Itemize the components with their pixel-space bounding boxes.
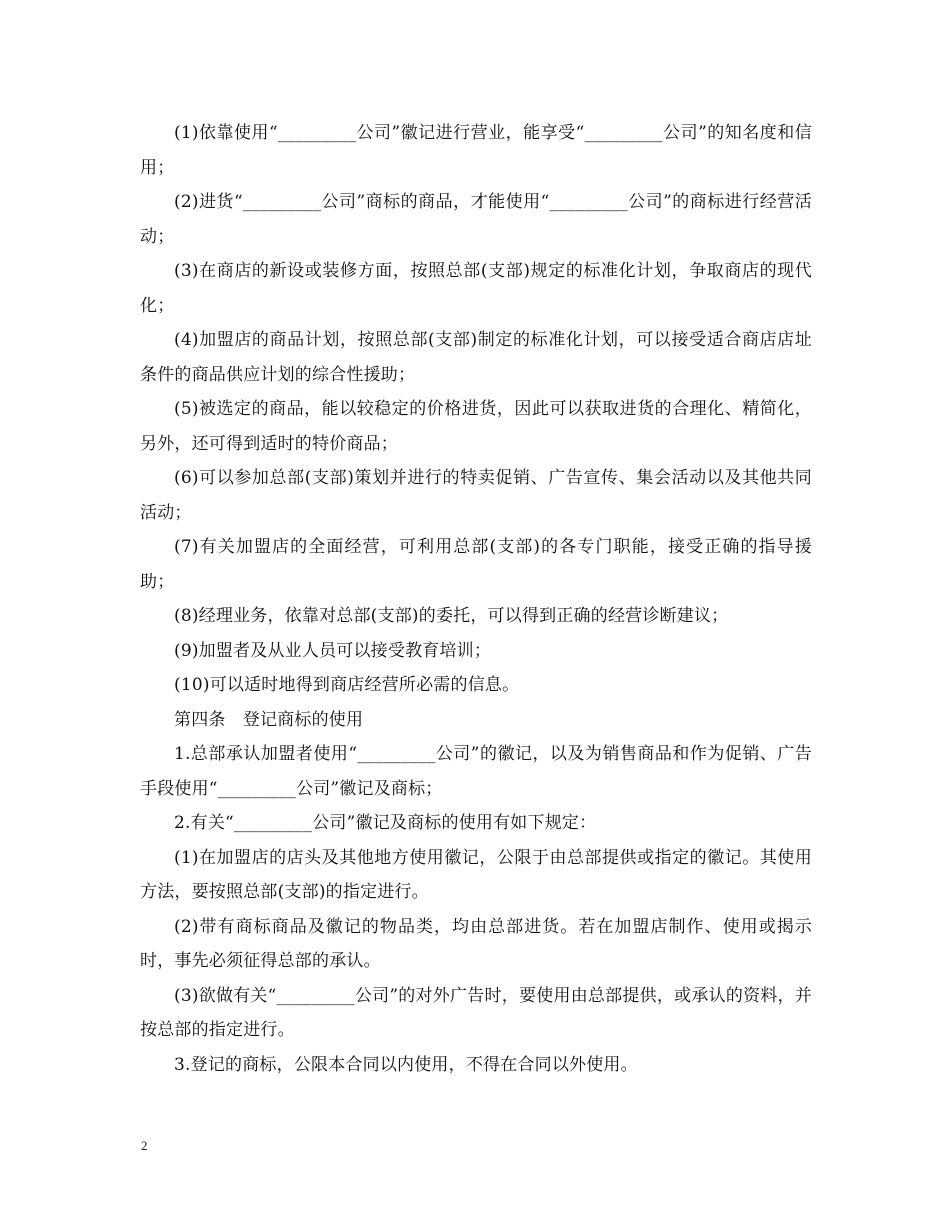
paragraph-clause-2-item-2: (2)带有商标商品及徽记的物品类，均由总部进货。若在加盟店制作、使用或揭示时，事先必须征得总部的承认。 (140, 916, 812, 971)
paragraph-benefit-5: (5)被选定的商品，能以较稳定的价格进货，因此可以获取进货的合理化、精简化，另外，还可得到适时的特价商品； (140, 399, 812, 454)
paragraph-clause-2-item-1: (1)在加盟店的店头及其他地方使用徽记，公限于由总部提供或指定的徽记。其使用方法，要按照总部(支部)的指定进行。 (140, 847, 812, 902)
paragraph-benefit-9: (9)加盟者及从业人员可以接受教育培训； (174, 640, 492, 661)
page-number: 2 (141, 1138, 148, 1153)
paragraph-benefit-8: (8)经理业务，依靠对总部(支部)的委托，可以得到正确的经营诊断建议； (174, 606, 729, 626)
paragraph-benefit-6: (6)可以参加总部(支部)策划并进行的特卖促销、广告宣传、集会活动以及其他共同活动； (140, 468, 812, 523)
article-heading: 第四条 登记商标的使用 (174, 709, 364, 730)
paragraph-clause-2-item-3: (3)欲做有关“_________公司”的对外广告时，要使用由总部提供，或承认的资料，并按总部的指定进行。 (140, 985, 812, 1040)
paragraph-benefit-1: (1)依靠使用“_________公司”徽记进行营业，能享受“_________公司”的知名度和信用； (140, 123, 812, 178)
paragraph-benefit-2: (2)进货“_________公司”商标的商品，才能使用“_________公司”的商标进行经营活动； (140, 192, 812, 247)
paragraph-benefit-4: (4)加盟店的商品计划，按照总部(支部)制定的标准化计划，可以接受适合商店店址条件的商品供应计划的综合性援助； (140, 330, 812, 385)
paragraph-clause-2: 2.有关“_________公司”徽记及商标的使用有如下规定： (174, 813, 597, 833)
paragraph-benefit-3: (3)在商店的新设或装修方面，按照总部(支部)规定的标准化计划，争取商店的现代化； (140, 261, 812, 316)
paragraph-benefit-10: (10)可以适时地得到商店经营所必需的信息。 (174, 675, 520, 695)
paragraph-clause-1: 1.总部承认加盟者使用“_________公司”的徽记，以及为销售商品和作为促销、广告手段使用“_________公司”徽记及商标； (140, 744, 812, 799)
paragraph-benefit-7: (7)有关加盟店的全面经营，可利用总部(支部)的各专门职能，接受正确的指导援助； (140, 537, 812, 592)
document-body (140, 116, 812, 1082)
paragraph-clause-3: 3.登记的商标，公限本合同以内使用，不得在合同以外使用。 (174, 1054, 638, 1075)
